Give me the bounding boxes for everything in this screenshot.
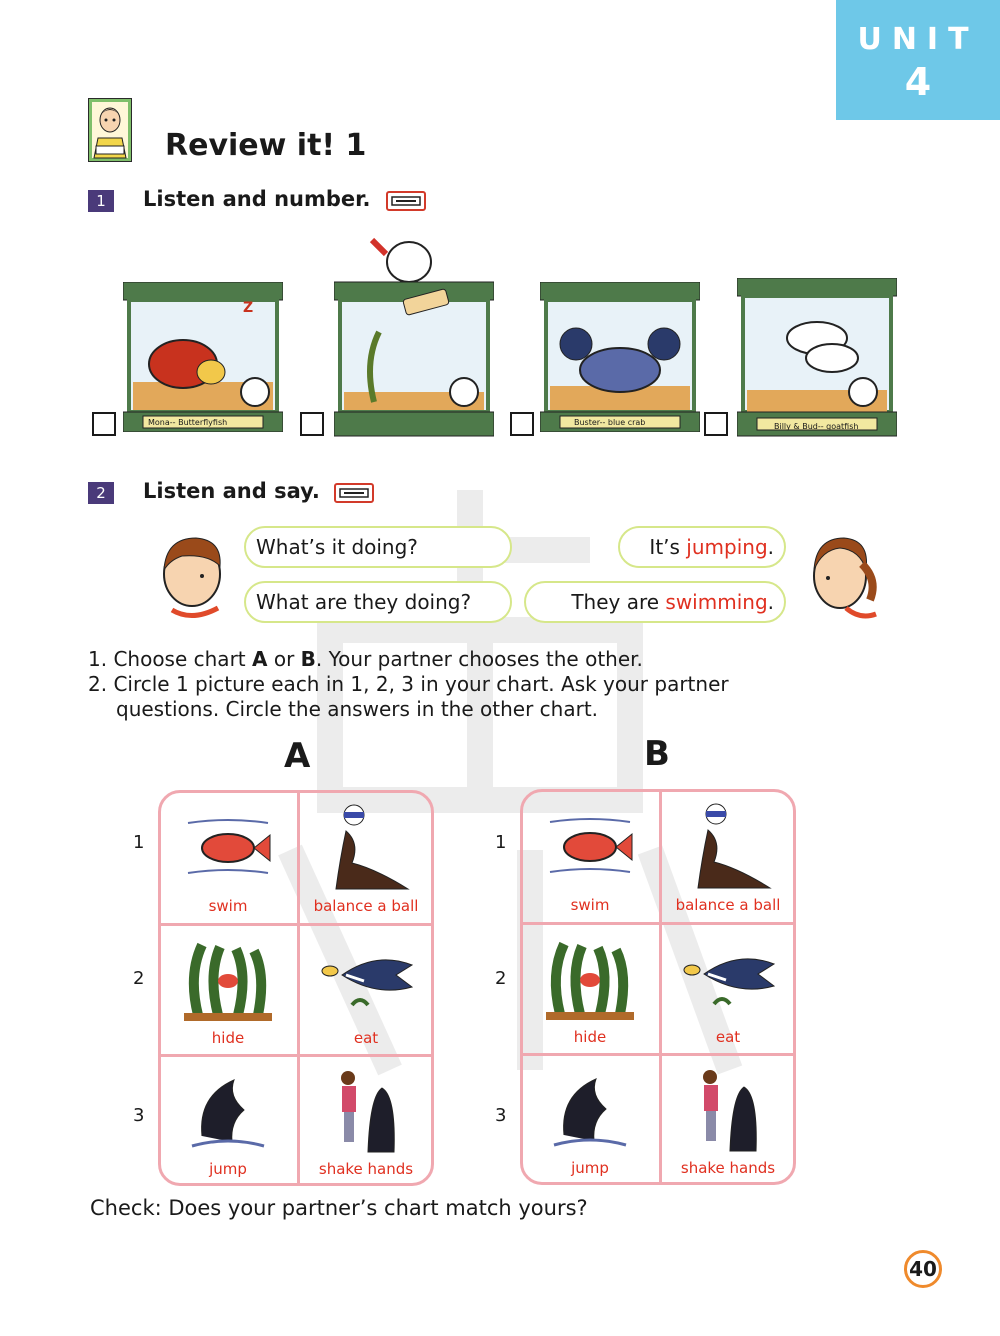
chart-b: [520, 789, 796, 1185]
question-bubble-1: [244, 526, 512, 568]
chart-b-letter: B: [644, 734, 670, 774]
tank-4-checkbox[interactable]: [704, 412, 728, 436]
question-bubble-2: [244, 581, 512, 623]
swimming-fish-icon: [540, 802, 640, 892]
instruction-2: 2. Circle 1 picture each in 1, 2, 3 in your chart. Ask your partner: [88, 672, 729, 696]
page-number: 40: [904, 1250, 942, 1288]
dolphin-jump-icon: [540, 1065, 640, 1155]
section-1-badge: 1: [88, 190, 114, 212]
swimming-fish-icon: [178, 803, 278, 893]
chart-b-label-swim: swim: [570, 896, 610, 914]
seaweed-hide-icon: [178, 935, 278, 1025]
answer-2-post: .: [767, 590, 774, 614]
boy-face-icon: [152, 530, 232, 620]
chart-b-row-1: 1: [495, 832, 507, 853]
seaweed-hide-icon: [540, 934, 640, 1024]
tank-3-checkbox[interactable]: [510, 412, 534, 436]
chart-b-label-hide: hide: [573, 1028, 607, 1046]
page-title: Review it! 1: [165, 128, 367, 163]
tank-butterflyfish: [123, 282, 283, 432]
shark-eat-icon: [678, 934, 778, 1024]
answer-1-post: .: [767, 535, 774, 559]
chart-a-label-swim: swim: [208, 897, 248, 915]
chart-a-label-eat: eat: [353, 1029, 379, 1047]
chart-a-label-balance: balance a ball: [313, 897, 419, 915]
instruction-2-cont: questions. Circle the answers in the other chart.: [116, 697, 599, 721]
chart-a-label-hide: hide: [211, 1029, 245, 1047]
chart-b-cell-balance[interactable]: [661, 792, 795, 922]
chart-b-cell-jump[interactable]: [523, 1055, 657, 1185]
chart-b-label-eat: eat: [715, 1028, 741, 1046]
shake-hands-icon: [678, 1065, 778, 1155]
chart-a-cell-hide[interactable]: [161, 925, 295, 1055]
shark-eat-icon: [316, 935, 416, 1025]
answer-1-highlight: jumping: [686, 535, 768, 559]
section-1-title: Listen and number.: [143, 187, 371, 211]
tank-2-checkbox[interactable]: [300, 412, 324, 436]
answer-2-highlight: swimming: [665, 590, 768, 614]
chart-a-letter: A: [284, 736, 311, 776]
cassette-icon[interactable]: [386, 191, 426, 211]
seal-ball-icon: [678, 802, 778, 892]
chart-a-row-1: 1: [133, 832, 145, 853]
chart-a-cell-balance[interactable]: [299, 793, 433, 923]
chart-b-cell-swim[interactable]: [523, 792, 657, 922]
chart-b-label-jump: jump: [571, 1159, 609, 1177]
tank-goatfish: [737, 278, 897, 438]
chart-a: [158, 790, 434, 1186]
tank-cat-kitty: [334, 232, 494, 438]
section-2-title: Listen and say.: [143, 479, 320, 503]
chart-a-cell-eat[interactable]: [299, 925, 433, 1055]
chart-b-label-balance: balance a ball: [675, 896, 781, 914]
unit-tab: [836, 0, 1000, 120]
chart-b-label-shake: shake hands: [680, 1159, 776, 1177]
chart-a-cell-shake[interactable]: [299, 1056, 433, 1186]
chart-b-row-2: 2: [495, 968, 507, 989]
reading-boy-icon: [88, 98, 132, 162]
answer-2-pre: They are: [571, 590, 666, 614]
chart-b-cell-shake[interactable]: [661, 1055, 795, 1185]
chart-a-cell-jump[interactable]: [161, 1056, 295, 1186]
check-question: Check: Does your partner’s chart match yours?: [90, 1196, 588, 1220]
dolphin-jump-icon: [178, 1066, 278, 1156]
cassette-icon[interactable]: [334, 483, 374, 503]
tank-4-label: Billy & Bud-- goatfish: [774, 422, 859, 431]
question-2-text: What are they doing?: [256, 590, 472, 614]
chart-b-cell-hide[interactable]: [523, 924, 657, 1054]
question-1-text: What’s it doing?: [256, 535, 418, 559]
chart-a-row-3: 3: [133, 1105, 145, 1126]
unit-number: 4: [904, 60, 932, 104]
instruction-1-b: B: [300, 647, 316, 671]
chart-a-row-2: 2: [133, 968, 145, 989]
tank-blue-crab: [540, 282, 700, 432]
unit-word: UNIT: [857, 22, 979, 57]
chart-b-row-3: 3: [495, 1105, 507, 1126]
instruction-1: [88, 647, 643, 672]
answer-1-pre: It’s: [649, 535, 687, 559]
chart-a-cell-swim[interactable]: [161, 793, 295, 923]
tank-1-checkbox[interactable]: [92, 412, 116, 436]
section-2-badge: 2: [88, 482, 114, 504]
chart-a-label-shake: shake hands: [318, 1160, 414, 1178]
tank-3-label: Buster-- blue crab: [574, 418, 646, 427]
instruction-1-pre: 1. Choose chart: [88, 647, 252, 671]
instruction-1-mid: or: [267, 647, 301, 671]
shake-hands-icon: [316, 1066, 416, 1156]
seal-ball-icon: [316, 803, 416, 893]
answer-bubble-1: [618, 526, 786, 568]
answer-bubble-2: [524, 581, 786, 623]
chart-b-cell-eat[interactable]: [661, 924, 795, 1054]
tank-1-label: Mona-- Butterflyfish: [148, 418, 228, 427]
instruction-1-a: A: [251, 647, 268, 671]
girl-face-icon: [800, 530, 880, 620]
instruction-1-post: . Your partner chooses the other.: [315, 647, 643, 671]
svg-text:Z: Z: [243, 300, 254, 316]
chart-a-label-jump: jump: [209, 1160, 247, 1178]
